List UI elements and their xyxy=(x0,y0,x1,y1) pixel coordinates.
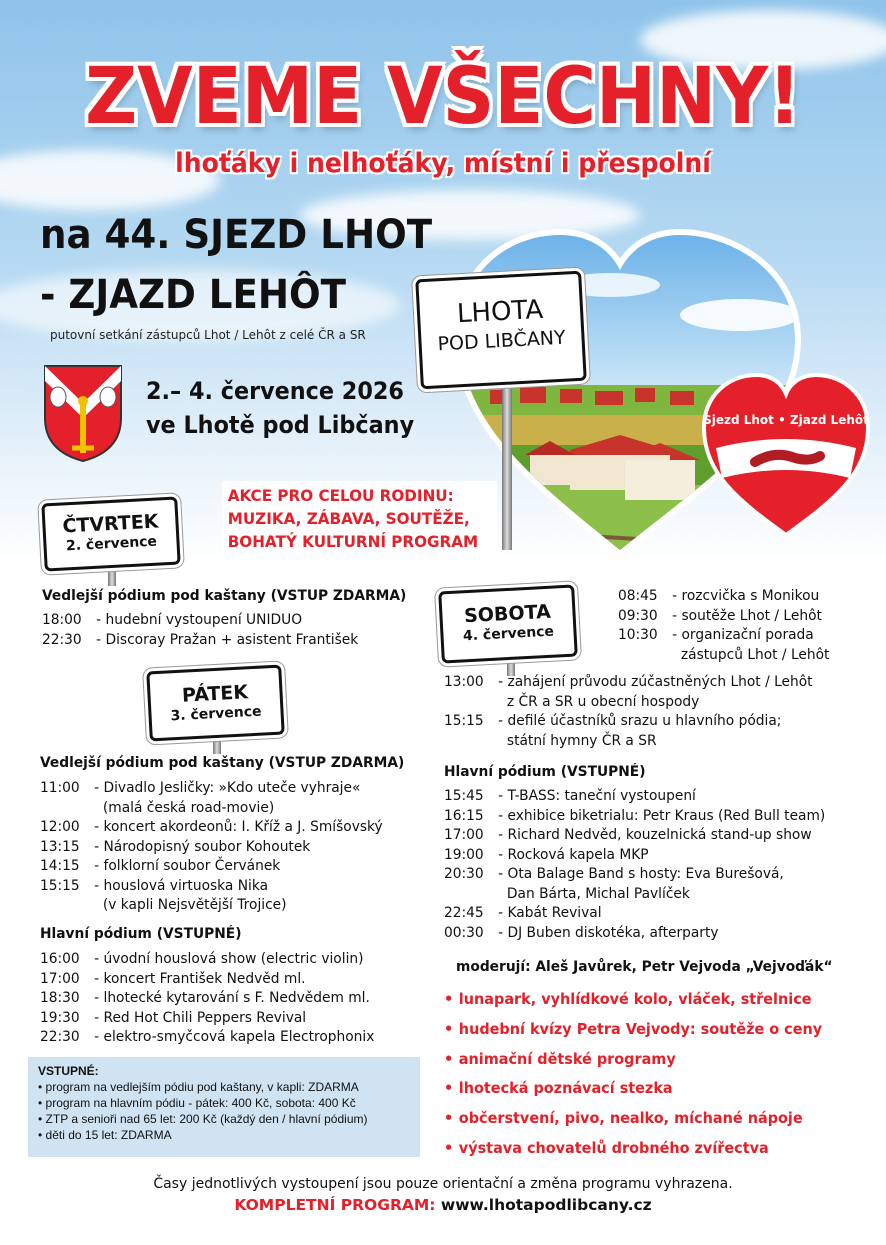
program-row xyxy=(40,799,383,819)
program-text: zástupců Lhot / Lehôt xyxy=(672,646,830,663)
program-time: 14:15 xyxy=(40,858,80,874)
saturday-day: SOBOTA xyxy=(463,600,552,628)
program-text: - organizační porada xyxy=(672,627,814,643)
program-text: státní hymny ČR a SR xyxy=(498,732,657,749)
program-text: - rozcvička s Monikou xyxy=(672,588,820,604)
program-row xyxy=(444,924,825,944)
saturday-main-program xyxy=(444,787,825,943)
admission-item: • program na vedlejším pódiu pod kaštany, v kapli: ZDARMA xyxy=(38,1080,359,1094)
program-time xyxy=(618,646,672,666)
program-time xyxy=(40,799,94,819)
svg-text:Sjezd Lhot • Zjazd Lehôt: Sjezd Lhot • Zjazd Lehôt xyxy=(703,413,869,427)
program-row xyxy=(444,693,813,713)
program-time: 19:30 xyxy=(40,1009,80,1026)
program-row xyxy=(40,877,383,897)
program-time: 00:30 xyxy=(444,924,484,941)
program-time: 12:00 xyxy=(40,819,80,835)
program-time xyxy=(444,885,498,905)
program-row xyxy=(42,631,358,651)
event-place: ve Lhotě pod Libčany xyxy=(146,411,415,439)
attraction-item: • lunapark, vyhlídkové kolo, vláček, střelnice xyxy=(444,988,822,1018)
attraction-item: • výstava chovatelů drobného zvířectva xyxy=(444,1137,822,1167)
program-row xyxy=(444,673,813,693)
program-time xyxy=(444,732,498,752)
program-time: 22:30 xyxy=(42,631,82,648)
program-text: - houslová virtuoska Nika xyxy=(94,877,269,894)
program-text: - Ota Balage Band s hosty: Eva Burešová, xyxy=(498,866,784,882)
event-date: 2.– 4. července 2026 xyxy=(146,377,404,405)
admission-item: • děti do 15 let: ZDARMA xyxy=(38,1128,172,1142)
friday-date: 3. července xyxy=(170,703,262,725)
friday-sign xyxy=(146,665,284,742)
program-text: - Národopisný soubor Kohoutek xyxy=(94,838,311,855)
event-title-line2: - ZJAZD LEHÔT xyxy=(40,272,347,318)
saturday-main-heading: Hlavní pódium (VSTUPNÉ) xyxy=(444,764,646,780)
town-sign-post xyxy=(502,380,512,550)
program-text: - koncert akordeonů: I. Kříž a J. Smíšovský xyxy=(94,819,383,835)
thursday-sign xyxy=(41,496,180,571)
program-time: 22:45 xyxy=(444,905,484,921)
admission-item: • ZTP a senioři nad 65 let: 200 Kč (každý den / hlavní pódium) xyxy=(38,1112,368,1126)
program-text: - exhibice biketrialu: Petr Kraus (Red Bull team) xyxy=(498,807,826,824)
program-text: - T-BASS: taneční vystoupení xyxy=(498,788,696,804)
program-row xyxy=(618,607,829,627)
program-row xyxy=(40,1028,374,1048)
saturday-morning-program xyxy=(618,587,829,665)
program-time: 10:30 xyxy=(618,627,658,643)
program-row xyxy=(444,712,813,732)
program-time: 15:15 xyxy=(444,713,484,729)
attraction-item: • hudební kvízy Petra Vejvody: soutěže o ceny xyxy=(444,1018,822,1048)
friday-main-heading: Hlavní pódium (VSTUPNÉ) xyxy=(40,926,242,942)
program-time: 22:30 xyxy=(40,1029,80,1045)
program-text: - folklorní soubor Červánek xyxy=(94,858,281,874)
program-time xyxy=(444,693,498,713)
friday-main-program xyxy=(40,950,374,1048)
program-row xyxy=(40,970,374,990)
website-link[interactable]: www.lhotapodlibcany.cz xyxy=(440,1196,652,1214)
admission-box xyxy=(28,1057,420,1157)
program-row xyxy=(40,857,383,877)
program-time: 18:00 xyxy=(42,612,82,628)
program-time: 08:45 xyxy=(618,588,658,604)
program-row xyxy=(618,626,829,646)
admission-heading: VSTUPNÉ: xyxy=(38,1064,99,1078)
town-sign-line1: LHOTA xyxy=(456,294,544,330)
program-text: (v kapli Nejsvětější Trojice) xyxy=(94,897,287,913)
program-row xyxy=(444,807,825,827)
program-row xyxy=(444,865,825,885)
family-program-box xyxy=(222,481,498,556)
sjezd-lhot-logo xyxy=(700,370,872,540)
saturday-sign xyxy=(438,584,578,663)
program-time: 18:30 xyxy=(40,990,80,1006)
program-text: - Richard Nedvěd, kouzelnická stand-up show xyxy=(498,827,812,843)
program-time: 11:00 xyxy=(40,780,80,796)
program-time: 20:30 xyxy=(444,866,484,882)
family-line3: BOHATÝ KULTURNÍ PROGRAM xyxy=(227,532,479,551)
program-row xyxy=(40,838,383,858)
saturday-date: 4. července xyxy=(462,623,555,645)
program-time: 16:00 xyxy=(40,951,80,967)
schedule-note: Časy jednotlivých vystoupení jsou pouze orientační a změna programu vyhrazena. xyxy=(153,1176,733,1192)
program-text: (malá česká road-movie) xyxy=(94,799,275,816)
program-time: 17:00 xyxy=(40,970,80,987)
program-row xyxy=(40,950,374,970)
program-row xyxy=(40,779,383,799)
program-time: 13:00 xyxy=(444,674,484,690)
program-text: - soutěže Lhot / Lehôt xyxy=(672,607,822,624)
moderators: moderují: Aleš Javůrek, Petr Vejvoda „Vejvoďák“ xyxy=(456,959,833,975)
program-time: 16:15 xyxy=(444,807,484,824)
program-text: - úvodní houslová show (electric violin) xyxy=(94,951,364,967)
town-sign-line2: POD LIBČANY xyxy=(437,326,567,356)
event-dates xyxy=(146,374,414,442)
page-title: ZVEME VŠECHNY! xyxy=(85,52,801,142)
program-text: - DJ Buben diskotéka, afterparty xyxy=(498,924,719,941)
program-text: Dan Bárta, Michal Pavlíček xyxy=(498,885,690,902)
program-time: 09:30 xyxy=(618,607,658,624)
footer-label: KOMPLETNÍ PROGRAM: xyxy=(234,1196,436,1214)
family-line1: AKCE PRO CELOU RODINU: xyxy=(227,486,454,505)
thursday-stage-heading: Vedlejší pódium pod kaštany (VSTUP ZDARMA) xyxy=(42,588,407,604)
friday-stage-heading: Vedlejší pódium pod kaštany (VSTUP ZDARMA) xyxy=(40,755,405,771)
admission-item: • program na hlavním pódiu - pátek: 400 Kč, sobota: 400 Kč xyxy=(38,1096,356,1110)
program-row xyxy=(444,846,825,866)
program-row xyxy=(444,826,825,846)
attraction-item: • občerstvení, pivo, nealko, míchané nápoje xyxy=(444,1107,822,1137)
program-text: z ČR a SR u obecní hospody xyxy=(498,693,700,710)
admission-list xyxy=(38,1079,410,1143)
town-sign xyxy=(415,271,587,390)
program-text: - elektro-smyčcová kapela Electrophonix xyxy=(94,1029,375,1045)
program-time: 19:00 xyxy=(444,846,484,863)
program-row xyxy=(444,732,813,752)
friday-day: PÁTEK xyxy=(181,681,249,707)
program-row xyxy=(618,646,829,666)
event-tagline: putovní setkání zástupců Lhot / Lehôt z celé ČR a SR xyxy=(50,328,366,342)
friday-program xyxy=(40,779,383,916)
program-text: - defilé účastníků srazu u hlavního pódia; xyxy=(498,713,782,729)
program-text: - Kabát Revival xyxy=(498,905,602,921)
program-row xyxy=(444,787,825,807)
thursday-date: 2. července xyxy=(65,533,158,555)
program-text: - zahájení průvodu zúčastněných Lhot / Lehôt xyxy=(498,674,813,690)
program-row xyxy=(40,818,383,838)
program-text: - Red Hot Chili Peppers Revival xyxy=(94,1009,307,1026)
page-subtitle: lhoťáky i nelhoťáky, místní i přespolní xyxy=(175,148,711,179)
program-time: 15:15 xyxy=(40,877,80,894)
program-time: 15:45 xyxy=(444,788,484,804)
program-text: - lhotecké kytarování s F. Nedvědem ml. xyxy=(94,990,370,1006)
attraction-item: • animační dětské programy xyxy=(444,1048,822,1078)
program-text: - Divadlo Jesličky: »Kdo uteče vyhraje« xyxy=(94,780,361,796)
saturday-afternoon-program xyxy=(444,673,813,751)
coat-of-arms-icon xyxy=(42,363,124,463)
program-row xyxy=(444,904,825,924)
program-text: - hudební vystoupení UNIDUO xyxy=(96,612,303,628)
program-text: - Discoray Pražan + asistent František xyxy=(96,631,359,648)
footer-program-link xyxy=(0,1196,886,1214)
program-time xyxy=(40,896,94,916)
program-text: - koncert František Nedvěd ml. xyxy=(94,970,306,987)
thursday-program xyxy=(42,611,358,650)
program-time: 17:00 xyxy=(444,827,484,843)
family-line2: MUZIKA, ZÁBAVA, SOUTĚŽE, xyxy=(227,509,470,528)
program-text: - Rocková kapela MKP xyxy=(498,846,649,863)
program-row xyxy=(618,587,829,607)
program-row xyxy=(40,1009,374,1029)
event-title-line1: na 44. SJEZD LHOT xyxy=(40,212,433,258)
program-row xyxy=(444,885,825,905)
attraction-item: • lhotecká poznávací stezka xyxy=(444,1077,822,1107)
program-time: 13:15 xyxy=(40,838,80,855)
program-row xyxy=(40,989,374,1009)
program-row xyxy=(40,896,383,916)
thursday-day: ČTVRTEK xyxy=(61,510,160,538)
attractions-list xyxy=(444,988,822,1167)
program-row xyxy=(42,611,358,631)
